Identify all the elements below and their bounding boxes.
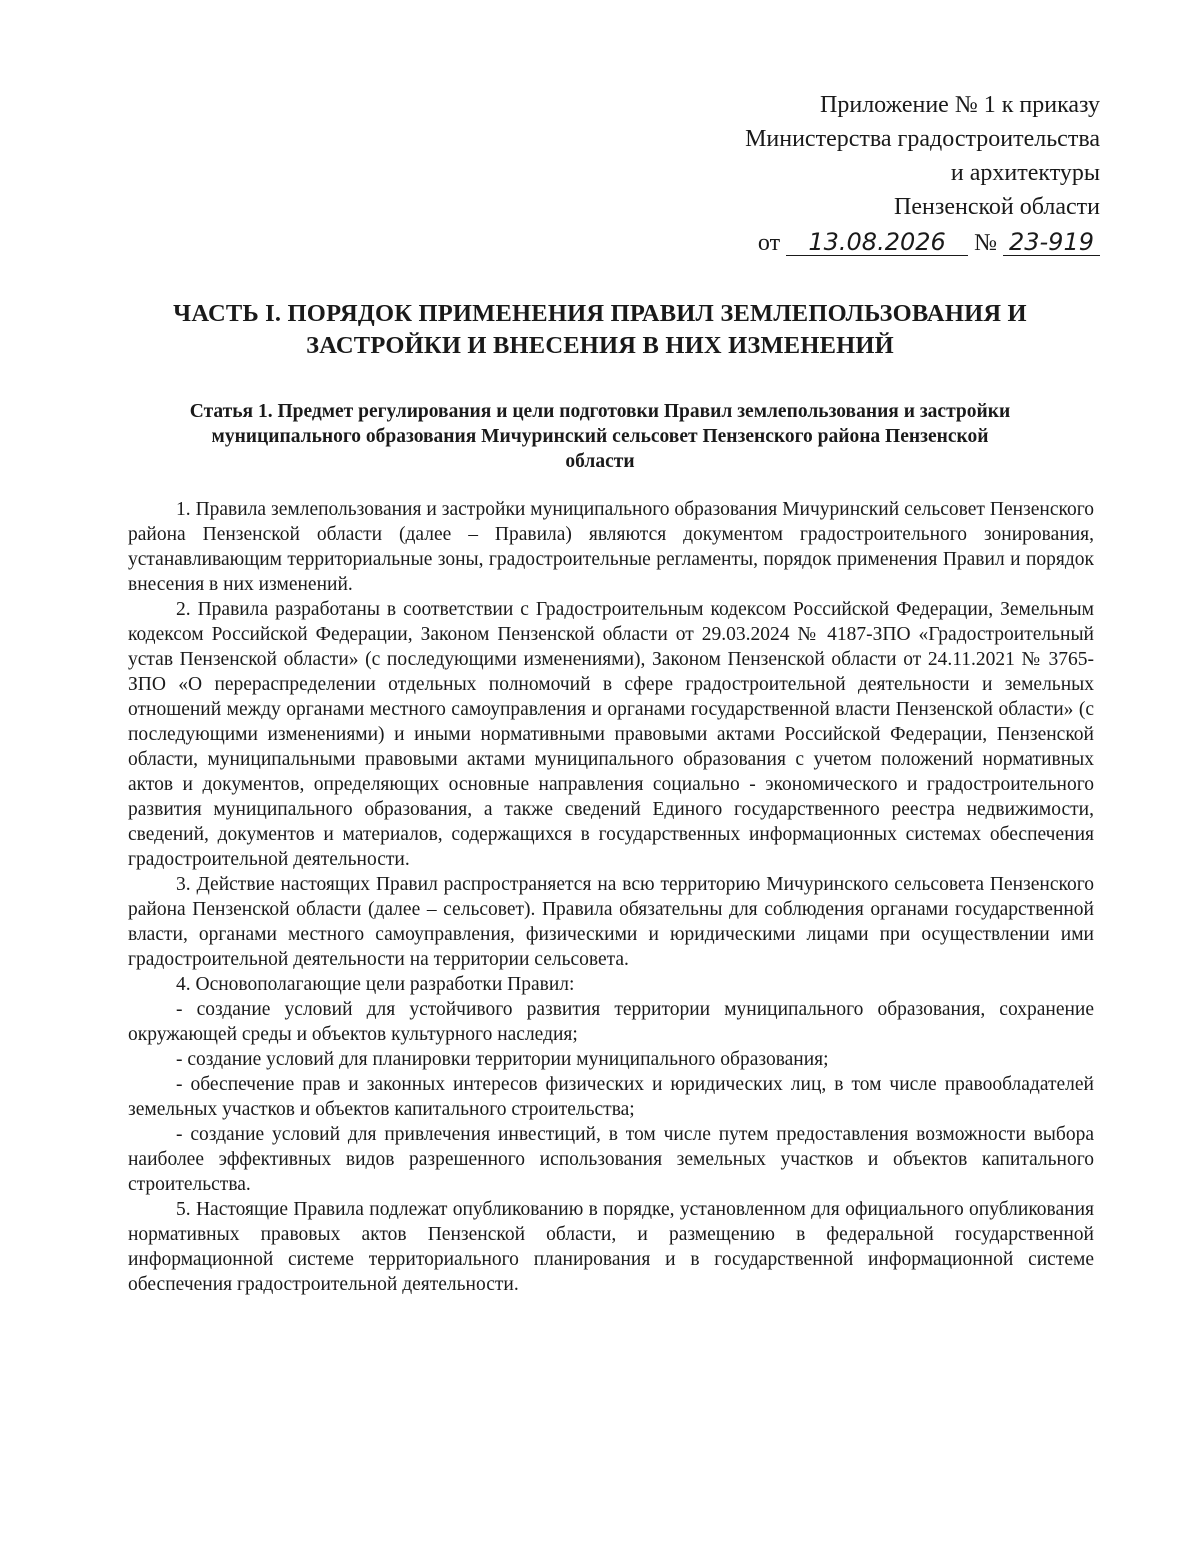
article-title — [128, 399, 1072, 474]
order-date-number-line — [540, 226, 1100, 260]
goal-item-1: - создание условий для устойчивого развития территории муниципального образования, сохранение окружающей среды и объектов культурного наследия; — [128, 999, 1094, 1045]
paragraph-3: 3. Действие настоящих Правил распространяется на всю территорию Мичуринского сельсовета Пензенского района Пензенской области (далее – сельсовет). Правила обязательны для соблюдения органами государственной власти, органами местного самоуправления, физическими и юридическими лицами при осуществлении ими градостроительной деятельности на территории сельсовета. — [128, 874, 1094, 970]
paragraph-4: 4. Основополагающие цели разработки Правил: — [176, 974, 575, 995]
appendix-line-4: Пензенской области — [894, 194, 1100, 220]
appendix-line-2: Министерства градостроительства — [745, 126, 1100, 152]
paragraph-1: 1. Правила землепользования и застройки муниципального образования Мичуринский сельсовет Пензенского района Пензенской области (далее – Правила) являются документом градостроительного зонирования, устанавливающим территориальные зоны, градостроительные регламенты, порядок применения Правил и порядок внесения в них изменений. — [128, 499, 1094, 595]
article-title-line-3: области — [565, 451, 635, 472]
part-title-line-2: ЗАСТРОЙКИ И ВНЕСЕНИЯ В НИХ ИЗМЕНЕНИЙ — [306, 332, 894, 359]
order-date: 13.08.2026 — [786, 229, 968, 256]
number-prefix: № — [974, 230, 997, 256]
appendix-line-1: Приложение № 1 к приказу — [820, 92, 1100, 118]
goal-item-3: - обеспечение прав и законных интересов физических и юридических лиц, в том числе правообладателей земельных участков и объектов капитального строительства; — [128, 1074, 1094, 1120]
paragraph-5: 5. Настоящие Правила подлежат опубликованию в порядке, установленном для официального опубликования нормативных правовых актов Пензенской области, и размещению в федеральной государственной информационной системе территориального планирования и в государственной информационной системе обеспечения градостроительной деятельности. — [128, 1199, 1094, 1295]
date-prefix: от — [757, 230, 781, 256]
paragraph-2: 2. Правила разработаны в соответствии с Градостроительным кодексом Российской Федерации, Земельным кодексом Российской Федерации, Законом Пензенской области от 29.03.2024 № 4187-ЗПО «Градостроительный устав Пензенской области» (с последующими изменениями), Законом Пензенской области от 24.11.2021 № 3765-ЗПО «О перераспределении отдельных полномочий в сфере градостроительной деятельности и земельных отношений между органами местного самоуправления и органами государственной власти Пензенской области» (с последующими изменениями) и иными нормативными правовыми актами Российской Федерации, Пензенской области, муниципальными правовыми актами муниципального образования с учетом положений нормативных актов и документов, определяющих основные направления социально - экономического и градостроительного развития муниципального образования, а также сведений Единого государственного реестра недвижимости, сведений, документов и материалов, содержащихся в государственных информационных системах обеспечения градостроительной деятельности. — [128, 599, 1094, 870]
order-number: 23-919 — [1003, 229, 1100, 256]
appendix-header — [540, 88, 1100, 260]
goal-item-2: - создание условий для планировки территории муниципального образования; — [176, 1049, 829, 1070]
part-title — [120, 298, 1080, 362]
appendix-line-3: и архитектуры — [950, 160, 1100, 186]
article-body — [128, 497, 1094, 1297]
article-title-line-2: муниципального образования Мичуринский сельсовет Пензенского района Пензенской — [211, 426, 989, 447]
article-title-line-1: Статья 1. Предмет регулирования и цели подготовки Правил землепользования и застройки — [189, 401, 1011, 422]
part-title-line-1: ЧАСТЬ I. ПОРЯДОК ПРИМЕНЕНИЯ ПРАВИЛ ЗЕМЛЕПОЛЬЗОВАНИЯ И — [173, 300, 1027, 327]
goal-item-4: - создание условий для привлечения инвестиций, в том числе путем предоставления возможности выбора наиболее эффективных видов разрешенного использования земельных участков и объектов капитального строительства. — [128, 1124, 1094, 1195]
